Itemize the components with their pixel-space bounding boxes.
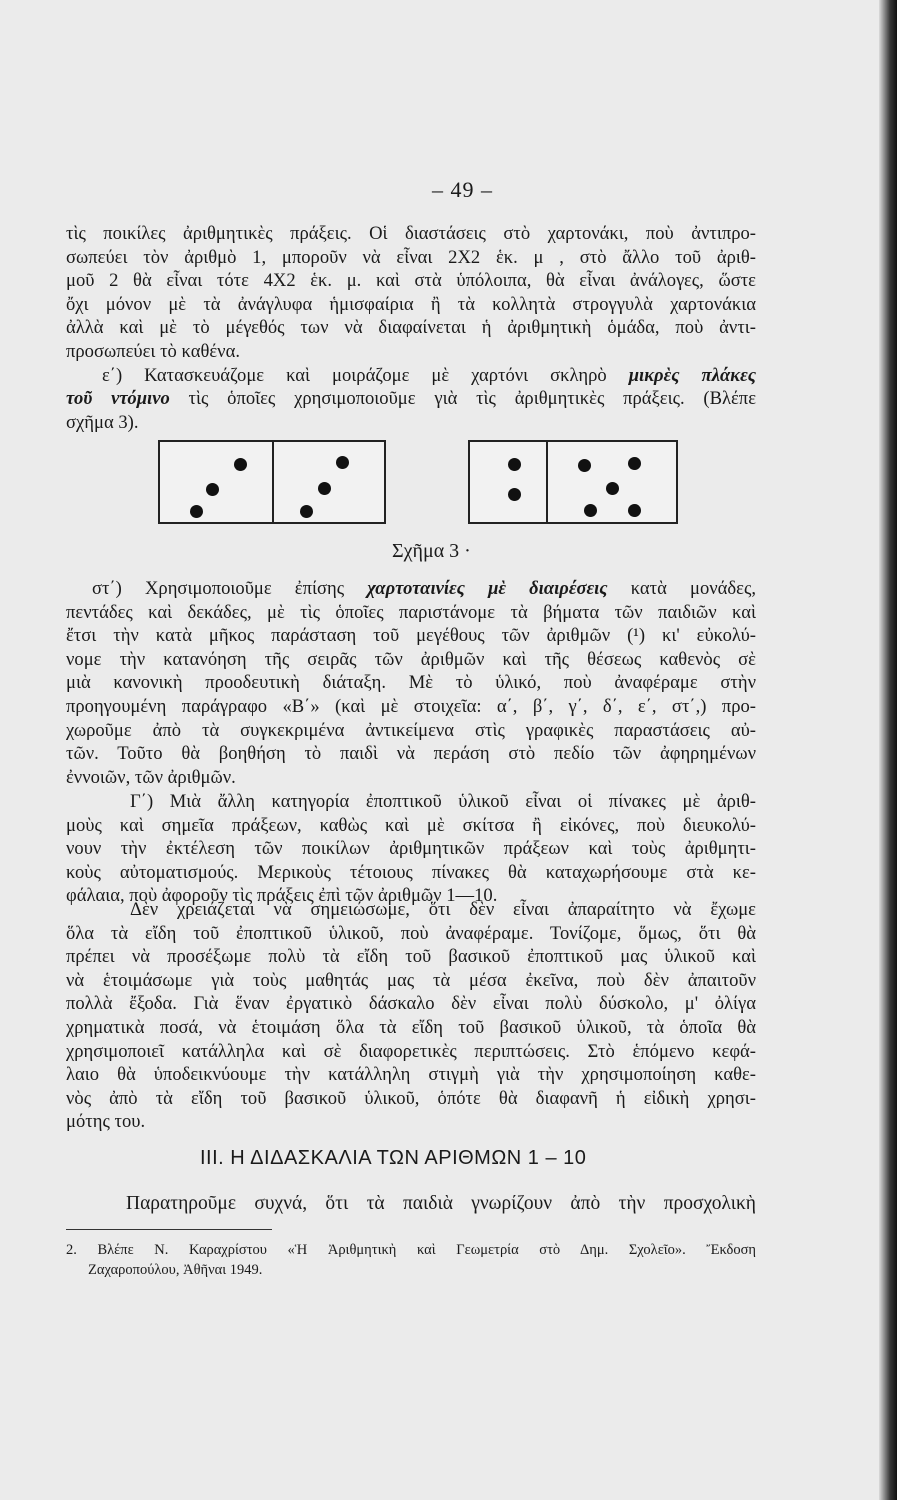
text-run: τὶς ὁποῖες χρησιμοποιοῦμε γιὰ τὶς ἀριθμητικὲς πράξεις. (Βλέπε xyxy=(169,388,756,410)
text-line: νομε τὴν κατανόηση τῆς σειρᾶς τῶν ἀριθμῶν καὶ τῆς θέσεως καθενὸς σὲ xyxy=(66,648,756,670)
text-line: ὄχι μόνον μὲ τὰ ἀνάγλυφα ἡμισφαίρια ἢ τὰ κολλητὰ στρογγυλὰ χαρτονάκια xyxy=(66,293,756,315)
paragraph-st xyxy=(66,577,756,789)
domino-pip xyxy=(206,483,219,496)
domino-pip xyxy=(508,458,521,471)
text-line: μοὺς καὶ σημεῖα πράξεων, καθὼς καὶ μὲ σκίτσα ἢ εἰκόνες, ποὺ διευκολύ- xyxy=(66,814,756,836)
text-line: ἀλλὰ καὶ μὲ τὸ μέγεθός των νὰ διαφαίνεται ἡ ἀριθμητικὴ ὁμάδα, ποὺ ἀντι- xyxy=(66,317,756,339)
text-line: λαιο θὰ ὑποδεικνύουμε τὴν κατάλληλη στιγμὴ γιὰ τὴν χρησιμοποίηση καθε- xyxy=(66,1064,756,1086)
closing-paragraph xyxy=(66,1192,756,1216)
text-line: Παρατηροῦμε συχνά, ὅτι τὰ παιδιὰ γνωρίζουν ἀπὸ τὴν προσχολικὴ xyxy=(126,1193,756,1214)
section-heading: III. Η ΔΙΔΑΣΚΑΛΙΑ ΤΩΝ ΑΡΙΘΜΩΝ 1 – 10 xyxy=(200,1147,587,1169)
text-line: νὰ ἑτοιμάσωμε γιὰ τοὺς μαθητάς μας τὰ μέσα ἐκεῖνα, ποὺ δὲν ἀπαιτοῦν xyxy=(66,969,756,991)
text-line: πρέπει νὰ προσέξωμε πολὺ τὰ εἴδη τοῦ βασικοῦ ἐποπτικοῦ μας ὑλικοῦ καὶ xyxy=(66,946,756,968)
domino-tile-right xyxy=(468,440,678,524)
domino-pip xyxy=(234,458,247,471)
text-line: μιὰ κανονικὴ προοδευτικὴ διάταξη. Μὲ τὸ ὑλικό, ποὺ ἀναφέραμε στὴν xyxy=(66,672,756,694)
text-line: φάλαια, ποὺ ἀφοροῦν τὶς πράξεις ἐπὶ τῶν ἀριθμῶν 1—10. xyxy=(66,885,498,907)
text-line: Γ΄) Μιὰ ἄλλη κατηγορία ἐποπτικοῦ ὑλικοῦ εἶναι οἱ πίνακες μὲ ἀριθ- xyxy=(130,791,756,812)
domino-pip xyxy=(190,505,203,518)
paragraph-g xyxy=(66,790,756,908)
paragraph-st-line-1 xyxy=(66,577,756,601)
figure-caption: Σχῆμα 3 · xyxy=(392,540,471,562)
text-line: χρηματικὰ ποσά, νὰ ἑτοιμάση ὅλα τὰ εἴδη τοῦ βασικοῦ ὑλικοῦ, τὰ ὁποῖα θὰ xyxy=(66,1016,756,1038)
text-line: μοῦ 2 θὰ εἶναι τότε 4X2 ἑκ. μ. καὶ στὰ ὑπόλοιπα, θὰ εἶναι ἀνάλογες, ὥστε xyxy=(66,270,756,292)
domino-pip xyxy=(628,504,641,517)
footnote-line: Ζαχαροπούλου, Ἀθῆναι 1949. xyxy=(88,1262,263,1278)
text-line: πολλὰ ἔξοδα. Γιὰ ἕναν ἐργατικὸ δάσκαλο δὲν εἶναι πολὺ δύσκολο, μ' ὀλίγα xyxy=(66,993,756,1015)
emphasis-text: μικρὲς πλάκες xyxy=(628,364,756,386)
footnote-rule xyxy=(66,1229,272,1230)
text-line: σχῆμα 3). xyxy=(66,411,139,433)
text-line: προσωπεύει τὸ καθένα. xyxy=(66,340,240,362)
text-line: τῶν. Τοῦτο θὰ βοηθήση τὸ παιδὶ νὰ περάση στὸ πεδίο τῶν ἀφηρημένων xyxy=(66,743,756,765)
paragraph-intro xyxy=(66,222,756,434)
emphasis-text: τοῦ ντόμινο xyxy=(66,388,170,410)
text-line: ἐννοιῶν, τῶν ἀριθμῶν. xyxy=(66,766,236,788)
text-line: μότης του. xyxy=(66,1111,146,1133)
text-line: ὅλα τὰ εἴδη τοῦ ἐποπτικοῦ ὑλικοῦ, ποὺ ἀναφέραμε. Τονίζομε, ὅμως, ὅτι θὰ xyxy=(66,922,756,944)
text-line: προηγουμένη παράγραφο «Β΄» (καὶ μὲ στοιχεῖα: α΄, β΄, γ΄, δ΄, ε΄, στ΄,) προ- xyxy=(66,695,756,717)
text-line: χρησιμοποιεῖ κατάλληλα καὶ σὲ διαφορετικὲς περιπτώσεις. Στὸ ἑπόμενο κεφά- xyxy=(66,1040,756,1062)
domino-pip xyxy=(336,456,349,469)
emphasis-text: χαρτοταινίες μὲ διαιρέσεις xyxy=(367,578,608,599)
text-line: κοὺς αὐτοματισμούς. Μερικοὺς τέτοιους πίνακες θὰ καταχωρήσουμε στὰ κε- xyxy=(66,861,756,883)
domino-pip xyxy=(300,505,313,518)
domino-pip xyxy=(606,482,619,495)
footnote xyxy=(66,1240,756,1280)
paragraph-e-line-1 xyxy=(66,364,756,388)
paragraph-den xyxy=(66,898,756,1134)
footnote-line: 2. Βλέπε Ν. Καραχρίστου «Ἡ Ἀριθμητικὴ καὶ Γεωμετρία στὸ Δημ. Σχολεῖο». Ἔκδοση xyxy=(66,1242,756,1258)
domino-pip xyxy=(584,504,597,517)
page-number: – 49 – xyxy=(432,177,493,202)
domino-pip xyxy=(318,482,331,495)
domino-pip xyxy=(578,459,591,472)
text-run: ε΄) Κατασκευάζομε καὶ μοιράζομε μὲ χαρτόνι σκληρὸ xyxy=(102,364,629,386)
domino-pip xyxy=(508,488,521,501)
text-line: νὸς ἀπὸ τὰ εἴδη τοῦ βασικοῦ ὑλικοῦ, ὁπότε θὰ διαφανῆ ἡ εἰδικὴ χρησι- xyxy=(66,1087,756,1109)
domino-tile-left xyxy=(158,440,386,524)
text-line: ἔτσι τὴν κατὰ μῆκος παράσταση τοῦ μεγέθους τῶν ἀριθμῶν (¹) κι' εὐκολύ- xyxy=(66,625,756,647)
text-run: κατὰ μονάδες, xyxy=(607,578,756,599)
text-line: σωπεύει τὸν ἀριθμὸ 1, μποροῦν νὰ εἶναι 2X2 ἑκ. μ , στὸ ἄλλο τοῦ ἀριθ- xyxy=(66,246,756,268)
text-run: στ΄) Χρησιμοποιοῦμε ἐπίσης xyxy=(92,578,368,599)
page-edge-shadow xyxy=(879,0,897,1500)
domino-figure xyxy=(0,440,897,526)
domino-pip xyxy=(628,457,641,470)
text-line: Δὲν χρειάζεται νὰ σημειώσωμε, ὅτι δὲν εἶναι ἀπαραίτητο νὰ ἔχωμε xyxy=(130,899,756,920)
text-line: τὶς ποικίλες ἀριθμητικὲς πράξεις. Οἱ διαστάσεις στὸ χαρτονάκι, ποὺ ἀντιπρο- xyxy=(66,223,756,244)
text-line: χωροῦμε ἀπὸ τὰ συγκεκριμένα ἀντικείμενα στὶς γραφικὲς παραστάσεις αὐ- xyxy=(66,719,756,741)
paragraph-e-line-2 xyxy=(66,387,756,411)
text-line: νουν τὴν ἐκτέλεση τῶν ποικίλων ἀριθμητικῶν πράξεων καὶ τοὺς ἀριθμητι- xyxy=(66,838,756,860)
text-line: πεντάδες καὶ δεκάδες, μὲ τὶς ὁποῖες παριστάνομε τὰ βήματα τῶν παιδιῶν καὶ xyxy=(66,601,756,623)
